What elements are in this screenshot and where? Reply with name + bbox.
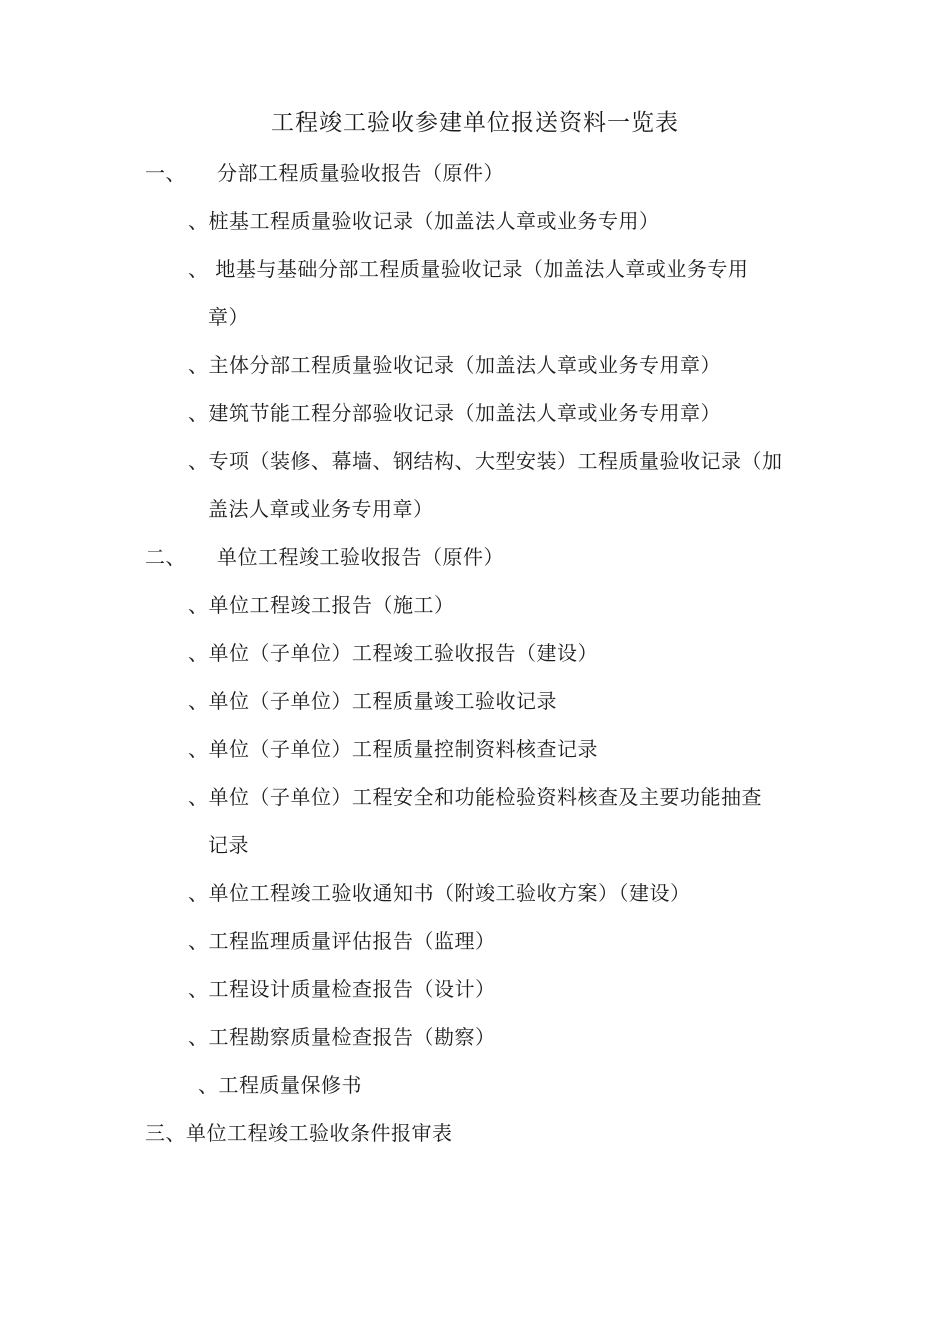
list-item-continuation: 盖法人章或业务专用章） — [208, 497, 434, 521]
list-item-continuation: 章） — [208, 305, 249, 329]
list-item: 、单位（子单位）工程竣工验收报告（建设） — [188, 641, 598, 665]
section-number: 二、 — [145, 545, 186, 569]
list-item: 、单位工程竣工报告（施工） — [188, 593, 455, 617]
list-item-continuation: 记录 — [208, 833, 249, 857]
list-item: 、单位（子单位）工程质量竣工验收记录 — [188, 689, 557, 713]
list-item: 、单位（子单位）工程质量控制资料核查记录 — [188, 737, 598, 761]
list-item: 、单位（子单位）工程安全和功能检验资料核查及主要功能抽查 — [188, 785, 762, 809]
section-heading-3 — [145, 1118, 453, 1148]
section-heading-text: 单位工程竣工验收报告（原件） — [217, 545, 504, 569]
list-item: 、 地基与基础分部工程质量验收记录（加盖法人章或业务专用 — [188, 257, 749, 281]
section-heading-text: 分部工程质量验收报告（原件） — [217, 161, 504, 185]
section-number: 三、 — [145, 1121, 186, 1145]
section-heading-1 — [145, 158, 504, 188]
section-heading-2 — [145, 542, 504, 572]
list-item: 、专项（装修、幕墙、钢结构、大型安装）工程质量验收记录（加 — [188, 449, 783, 473]
section-number: 一、 — [145, 161, 186, 185]
list-item: 、主体分部工程质量验收记录（加盖法人章或业务专用章） — [188, 353, 721, 377]
document-title: 工程竣工验收参建单位报送资料一览表 — [271, 110, 679, 136]
list-item: 、单位工程竣工验收通知书（附竣工验收方案）（建设） — [188, 881, 691, 905]
list-item: 、桩基工程质量验收记录（加盖法人章或业务专用） — [188, 209, 660, 233]
list-item: 、工程勘察质量检查报告（勘察） — [188, 1025, 496, 1049]
section-heading-text: 单位工程竣工验收条件报审表 — [186, 1121, 453, 1145]
list-item: 、工程设计质量检查报告（设计） — [188, 977, 496, 1001]
list-item: 、工程监理质量评估报告（监理） — [188, 929, 496, 953]
list-item: 、工程质量保修书 — [198, 1073, 362, 1097]
list-item: 、建筑节能工程分部验收记录（加盖法人章或业务专用章） — [188, 401, 721, 425]
